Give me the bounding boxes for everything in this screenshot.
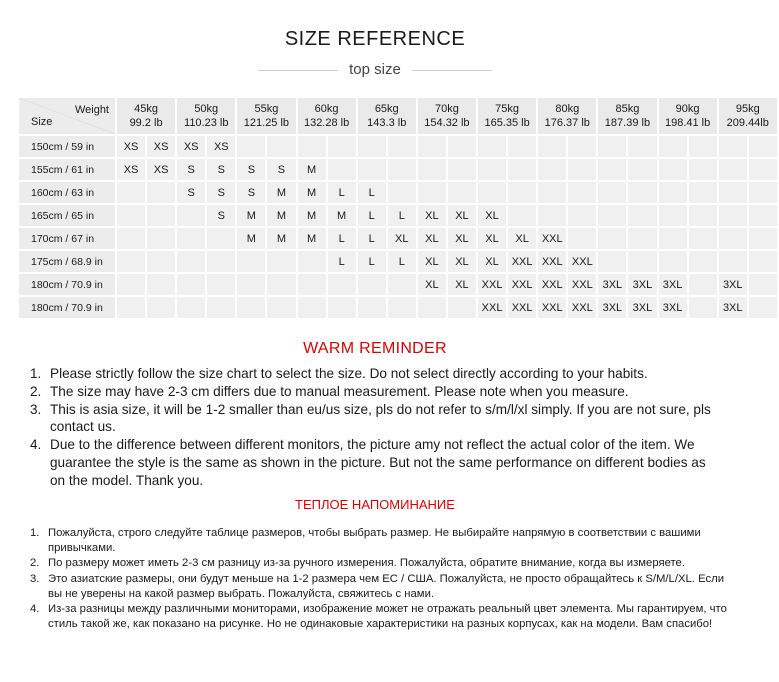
size-cell	[538, 136, 566, 157]
size-cell: M	[267, 205, 295, 226]
ru-reminder-text: Пожалуйста, строго следуйте таблице размеров, чтобы выбрать размер. Не выбирайте напрямую в соответствии с вашими привычками.	[48, 527, 701, 555]
table-row	[19, 205, 777, 226]
size-cell	[448, 297, 476, 318]
size-cell	[418, 159, 446, 180]
weight-column-header	[117, 98, 175, 134]
reminder-text: Please strictly follow the size chart to select the size. Do not select directly according to your habits.	[50, 366, 648, 381]
size-cell: XXL	[538, 228, 566, 249]
size-cell	[478, 159, 506, 180]
ru-reminder-number: 2.	[30, 557, 40, 570]
size-cell: L	[328, 251, 356, 272]
size-cell	[568, 182, 596, 203]
size-cell	[267, 274, 295, 295]
weight-kg: 80kg	[555, 103, 580, 115]
size-cell	[598, 136, 626, 157]
size-cell	[538, 205, 566, 226]
reminder-text: The size may have 2-3 cm differs due to manual measurement. Please note when you measure.	[50, 383, 629, 399]
size-cell	[719, 136, 747, 157]
size-cell	[719, 205, 747, 226]
size-cell	[448, 182, 476, 203]
size-cell: XL	[448, 228, 476, 249]
weight-kg: 75kg	[495, 103, 520, 115]
size-cell	[267, 251, 295, 272]
size-cell	[538, 182, 566, 203]
weight-lb: 209.44lb	[726, 117, 769, 129]
size-cell	[207, 251, 235, 272]
reminder-text: Due to the difference between different monitors, the picture amy not reflect the actual color of the item. We guarantee the style is the same as shown in the picture. But not the same performance on different bodies as on the model. Thank you.	[50, 437, 706, 488]
size-cell	[117, 182, 145, 203]
size-cell	[117, 297, 145, 318]
size-cell	[598, 205, 626, 226]
weight-lb: 110.23 lb	[184, 117, 229, 129]
table-header-row	[19, 98, 777, 134]
size-cell: S	[237, 182, 265, 203]
size-cell	[749, 297, 777, 318]
table-row	[19, 228, 777, 249]
ru-reminder-item	[30, 556, 730, 571]
size-cell	[478, 182, 506, 203]
size-cell: XXL	[478, 274, 506, 295]
size-cell: XS	[177, 136, 205, 157]
weight-lb: 99.2 lb	[129, 117, 163, 129]
size-cell	[478, 136, 506, 157]
weight-column-header	[598, 98, 656, 134]
size-cell	[358, 297, 386, 318]
height-label: 165cm / 65 in	[19, 205, 115, 226]
size-cell: XL	[388, 228, 416, 249]
size-cell	[207, 297, 235, 318]
warm-reminder-list	[30, 365, 720, 490]
size-cell	[177, 228, 205, 249]
size-cell: S	[207, 205, 235, 226]
size-cell	[177, 297, 205, 318]
size-cell	[388, 159, 416, 180]
size-cell	[177, 205, 205, 226]
weight-lb: 198.41 lb	[664, 117, 711, 129]
size-cell	[418, 182, 446, 203]
size-cell: L	[388, 251, 416, 272]
size-cell	[388, 182, 416, 203]
size-cell: XXL	[478, 297, 506, 318]
size-cell	[719, 182, 747, 203]
size-cell	[659, 205, 687, 226]
size-cell	[628, 205, 656, 226]
reminder-item	[30, 401, 720, 437]
reminder-number: 2.	[30, 383, 42, 399]
size-cell	[689, 251, 717, 272]
size-cell: L	[358, 251, 386, 272]
size-cell: L	[388, 205, 416, 226]
size-cell: XXL	[508, 297, 536, 318]
height-label: 170cm / 67 in	[19, 228, 115, 249]
size-cell: XL	[448, 274, 476, 295]
size-cell	[418, 136, 446, 157]
size-cell: S	[207, 159, 235, 180]
ru-reminder-list	[30, 526, 730, 632]
ru-reminder-item	[30, 572, 730, 602]
size-cell: XL	[418, 274, 446, 295]
size-cell	[147, 182, 175, 203]
size-cell	[358, 136, 386, 157]
size-cell	[508, 136, 536, 157]
size-cell	[298, 274, 326, 295]
size-cell	[358, 274, 386, 295]
size-cell	[689, 228, 717, 249]
size-cell	[147, 274, 175, 295]
weight-kg: 95kg	[735, 103, 760, 115]
size-cell	[749, 159, 777, 180]
weight-column-header	[177, 98, 235, 134]
size-cell	[508, 205, 536, 226]
size-heading: Size	[31, 116, 53, 128]
size-cell	[659, 159, 687, 180]
size-cell	[628, 159, 656, 180]
height-label: 160cm / 63 in	[19, 182, 115, 203]
reminder-number: 4.	[30, 437, 42, 453]
table-row	[19, 182, 777, 203]
size-cell	[388, 136, 416, 157]
size-cell: L	[328, 182, 356, 203]
size-cell	[749, 274, 777, 295]
ru-reminder-text: По размеру может иметь 2-3 см разницу из-за ручного измерения. Пожалуйста, обратите внимание, когда вы измеряете.	[48, 557, 685, 570]
divider-right	[412, 70, 492, 71]
weight-kg: 85kg	[615, 103, 640, 115]
size-cell: S	[207, 182, 235, 203]
size-cell	[598, 251, 626, 272]
weight-column-header	[719, 98, 777, 134]
size-cell	[207, 274, 235, 295]
size-cell	[749, 136, 777, 157]
size-cell: XS	[147, 136, 175, 157]
weight-kg: 55kg	[254, 103, 279, 115]
size-cell	[448, 159, 476, 180]
ru-reminder-text: Это азиатские размеры, они будут меньше на 1-2 размера чем ЕС / США. Пожалуйста, не просто обращайтесь к S/M/L/XL. Если вы не уверены на какой размер выбрать. Пожалуйста, свяжитесь с нами.	[48, 572, 725, 600]
size-cell: M	[328, 205, 356, 226]
size-cell	[237, 274, 265, 295]
weight-kg: 65kg	[374, 103, 399, 115]
size-cell	[207, 228, 235, 249]
size-cell: 3XL	[628, 297, 656, 318]
size-cell: XXL	[568, 297, 596, 318]
size-cell: 3XL	[659, 297, 687, 318]
weight-kg: 60kg	[314, 103, 339, 115]
size-cell	[749, 251, 777, 272]
size-cell	[328, 159, 356, 180]
size-cell	[628, 228, 656, 249]
size-cell: M	[298, 228, 326, 249]
table-row	[19, 136, 777, 157]
warm-reminder-title: WARM REMINDER	[303, 340, 447, 357]
table-row	[19, 251, 777, 272]
reminder-item	[30, 365, 720, 383]
size-cell	[719, 159, 747, 180]
size-cell	[689, 205, 717, 226]
size-cell	[659, 228, 687, 249]
size-cell: XS	[207, 136, 235, 157]
size-cell	[147, 228, 175, 249]
size-cell	[147, 297, 175, 318]
size-cell	[117, 251, 145, 272]
size-cell	[689, 274, 717, 295]
weight-kg: 70kg	[434, 103, 459, 115]
size-cell	[749, 228, 777, 249]
size-cell: M	[267, 182, 295, 203]
ru-reminder-text: Из-за разницы между различными мониторами, изображение может не отражать реальный цвет элемента. Мы гарантируем, что стиль такой же, как показано на рисунке. Но не одинаковые характеристики на разных корпусах, как на модели. Вам спасибо!	[48, 603, 727, 631]
size-cell: XL	[448, 205, 476, 226]
size-chart-table	[17, 96, 779, 320]
ru-reminder-number: 1.	[30, 527, 40, 539]
size-cell	[177, 274, 205, 295]
weight-lb: 132.28 lb	[303, 117, 350, 129]
reminder-number: 1.	[30, 366, 42, 381]
size-cell	[689, 159, 717, 180]
size-cell	[177, 251, 205, 272]
size-cell	[267, 297, 295, 318]
size-cell: XL	[478, 251, 506, 272]
weight-kg: 90kg	[675, 103, 700, 115]
table-row	[19, 297, 777, 318]
size-cell	[719, 228, 747, 249]
size-cell	[538, 159, 566, 180]
size-cell: M	[237, 205, 265, 226]
size-cell	[418, 297, 446, 318]
reminder-text: This is asia size, it will be 1-2 smaller than eu/us size, pls do not refer to s/m/l/xl simply. If you are not sure, pls contact us.	[50, 401, 711, 435]
page-title: SIZE REFERENCE	[284, 28, 466, 50]
ru-reminder-item	[30, 602, 730, 632]
size-cell	[267, 136, 295, 157]
size-cell: XL	[508, 228, 536, 249]
weight-column-header	[358, 98, 416, 134]
weight-column-header	[478, 98, 536, 134]
size-cell	[659, 136, 687, 157]
size-cell: S	[177, 182, 205, 203]
size-cell	[388, 297, 416, 318]
size-cell	[117, 205, 145, 226]
size-cell	[659, 251, 687, 272]
size-cell: XL	[478, 205, 506, 226]
size-cell: XXL	[508, 251, 536, 272]
size-cell	[689, 182, 717, 203]
size-cell	[598, 159, 626, 180]
size-cell: M	[298, 159, 326, 180]
size-cell: XXL	[568, 274, 596, 295]
height-label: 175cm / 68.9 in	[19, 251, 115, 272]
size-cell: M	[237, 228, 265, 249]
size-cell	[388, 274, 416, 295]
weight-column-header	[418, 98, 476, 134]
size-cell: 3XL	[598, 274, 626, 295]
subtitle-block	[0, 60, 750, 80]
size-cell	[568, 228, 596, 249]
size-cell: S	[177, 159, 205, 180]
size-cell	[328, 136, 356, 157]
size-cell	[117, 274, 145, 295]
size-cell	[598, 228, 626, 249]
size-cell: S	[267, 159, 295, 180]
size-cell	[628, 251, 656, 272]
height-label: 180cm / 70.9 in	[19, 274, 115, 295]
size-cell	[659, 182, 687, 203]
size-cell: L	[358, 205, 386, 226]
weight-column-header	[298, 98, 356, 134]
size-cell	[298, 297, 326, 318]
weight-lb: 143.3 lb	[367, 117, 407, 129]
size-cell	[147, 205, 175, 226]
size-cell	[147, 251, 175, 272]
size-cell	[568, 205, 596, 226]
ru-reminder-title: ТЕПЛОЕ НАПОМИНАНИЕ	[295, 497, 455, 512]
size-cell: M	[298, 205, 326, 226]
size-cell: XS	[147, 159, 175, 180]
size-cell: 3XL	[659, 274, 687, 295]
size-cell	[749, 205, 777, 226]
reminder-number: 3.	[30, 401, 42, 417]
weight-column-header	[538, 98, 596, 134]
size-cell: XL	[478, 228, 506, 249]
weight-lb: 154.32 lb	[424, 117, 470, 129]
size-cell	[358, 159, 386, 180]
ru-reminder-number: 4.	[30, 603, 40, 616]
size-cell: 3XL	[719, 274, 747, 295]
size-cell: XXL	[538, 297, 566, 318]
size-cell	[328, 297, 356, 318]
table-row	[19, 159, 777, 180]
size-cell	[237, 297, 265, 318]
weight-lb: 187.39 lb	[604, 117, 651, 129]
size-cell: L	[358, 182, 386, 203]
height-label: 155cm / 61 in	[19, 159, 115, 180]
ru-reminder-number: 3.	[30, 572, 40, 585]
size-cell	[598, 182, 626, 203]
size-cell: XS	[117, 159, 145, 180]
size-cell: M	[298, 182, 326, 203]
reminder-item	[30, 436, 720, 489]
weight-column-header	[237, 98, 295, 134]
size-cell	[568, 136, 596, 157]
size-cell	[689, 297, 717, 318]
size-cell	[628, 182, 656, 203]
page-subtitle: top size	[349, 61, 401, 78]
size-cell: L	[328, 228, 356, 249]
size-cell: XL	[448, 251, 476, 272]
size-cell: XS	[117, 136, 145, 157]
size-cell: M	[267, 228, 295, 249]
weight-column-header	[659, 98, 717, 134]
size-cell	[328, 274, 356, 295]
weight-lb: 176.37 lb	[544, 117, 590, 129]
size-cell: XXL	[538, 274, 566, 295]
size-cell: XL	[418, 251, 446, 272]
size-cell: 3XL	[598, 297, 626, 318]
size-cell: L	[358, 228, 386, 249]
size-cell	[448, 136, 476, 157]
reminder-item	[30, 383, 720, 401]
size-cell	[508, 182, 536, 203]
size-cell	[237, 251, 265, 272]
size-cell: XXL	[538, 251, 566, 272]
size-cell: XL	[418, 228, 446, 249]
size-cell	[689, 136, 717, 157]
ru-reminder-item	[30, 526, 730, 556]
weight-heading: Weight	[74, 104, 109, 116]
size-cell	[508, 159, 536, 180]
weight-lb: 165.35 lb	[484, 117, 530, 129]
table-corner-cell	[19, 98, 115, 134]
size-cell	[298, 136, 326, 157]
table-row	[19, 274, 777, 295]
size-cell	[117, 228, 145, 249]
size-cell	[568, 159, 596, 180]
size-cell	[237, 136, 265, 157]
size-cell	[628, 136, 656, 157]
height-label: 180cm / 70.9 in	[19, 297, 115, 318]
weight-lb: 121.25 lb	[243, 117, 290, 129]
weight-kg: 45kg	[134, 103, 158, 115]
size-cell: 3XL	[628, 274, 656, 295]
size-cell: XXL	[568, 251, 596, 272]
size-cell: 3XL	[719, 297, 747, 318]
height-label: 150cm / 59 in	[19, 136, 115, 157]
size-cell: XXL	[508, 274, 536, 295]
size-cell	[298, 251, 326, 272]
weight-kg: 50kg	[194, 103, 219, 115]
size-cell: XL	[418, 205, 446, 226]
size-cell	[719, 251, 747, 272]
size-cell: S	[237, 159, 265, 180]
size-cell	[749, 182, 777, 203]
